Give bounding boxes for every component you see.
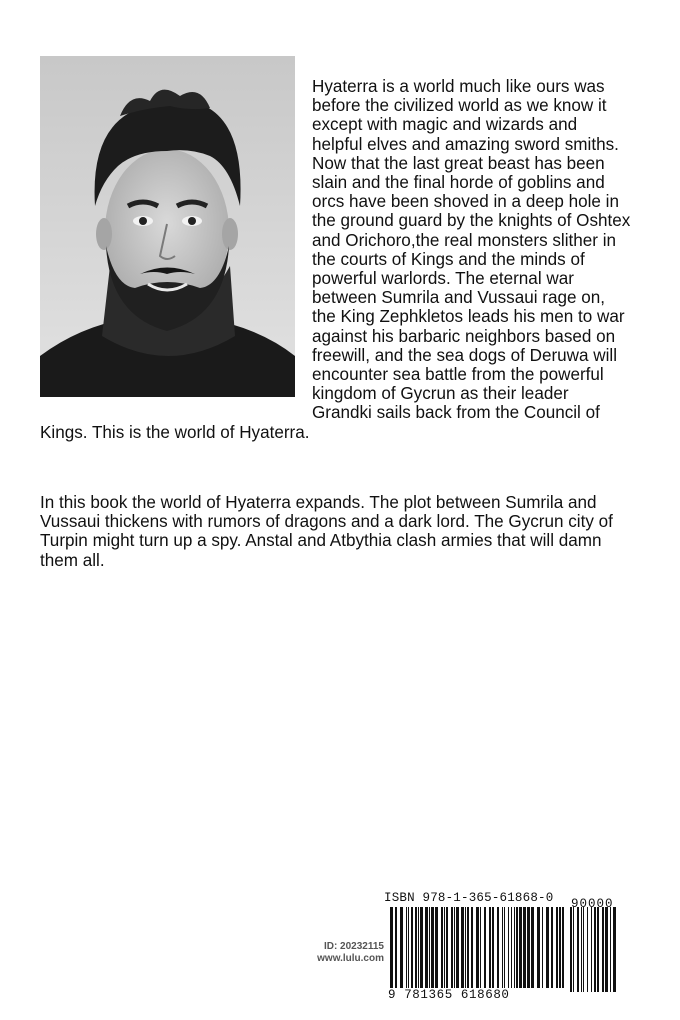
barcode-bar — [444, 907, 445, 992]
barcode-bar — [456, 907, 459, 992]
barcode-bar — [476, 907, 479, 992]
barcode-bar — [461, 907, 464, 992]
barcode-bar — [400, 907, 403, 992]
barcode-bar — [537, 907, 540, 992]
barcode-bar — [583, 907, 584, 992]
barcode-bar — [480, 907, 481, 992]
barcode-bar — [519, 907, 522, 992]
barcode-bar — [511, 907, 512, 992]
barcode-bar — [577, 907, 579, 992]
barcode-bar — [411, 907, 413, 992]
barcode-bar — [429, 907, 430, 992]
barcode-bar — [527, 907, 530, 992]
barcode-bar — [395, 907, 397, 992]
barcode-bar — [514, 907, 515, 992]
blurb-paragraph-1 — [40, 77, 632, 442]
barcode-bar — [425, 907, 428, 992]
barcode-bar — [435, 907, 438, 992]
barcode-bar — [431, 907, 434, 992]
barcode-bar — [597, 907, 599, 992]
barcode-bar — [446, 907, 448, 992]
barcode-bar — [556, 907, 558, 992]
barcode-bar — [542, 907, 543, 992]
barcode-bar — [390, 907, 393, 992]
barcode-bar — [587, 907, 588, 992]
barcode-bar — [562, 907, 564, 992]
barcode-bar — [502, 907, 503, 992]
ean-barcode — [388, 907, 568, 992]
barcode-bar — [591, 907, 592, 992]
barcode-bar — [454, 907, 455, 992]
blurb-paragraph-2: In this book the world of Hyaterra expands. The plot between Sumrila and Vussaui thickens with rumors of dragons and a dark lord. The Gycrun city of Turpin might turn up a spy. Anstal and Atbythia clash armies that will damn them all. — [40, 493, 613, 570]
barcode-bar — [408, 907, 409, 992]
barcode-bar — [489, 907, 491, 992]
barcode-bar — [613, 907, 616, 992]
barcode-bar — [420, 907, 423, 992]
barcode-bar — [581, 907, 582, 992]
barcode-bar — [415, 907, 417, 992]
barcode-bar — [605, 907, 608, 992]
barcode-bar — [467, 907, 469, 992]
ean-digits: 9 781365 618680 — [388, 988, 568, 1002]
barcode-bar — [451, 907, 453, 992]
barcode-bar — [484, 907, 486, 992]
barcode-bar — [418, 907, 419, 992]
barcode-bar — [504, 907, 505, 992]
blurb-paragraph-1-text: Hyaterra is a world much like ours was before the civilized world as we know it except with magic and wizards and helpful elves and amazing sword smiths. Now that the last great beast has been slain and the final horde of goblins and orcs have been shoved in a deep hole in the ground guard by the knights of Oshtex and Orichoro,the real monsters slither in the courts of Kings and the minds of powerful warlords. The eternal war between Sumrila and Vussaui rage on, the King Zephkletos leads his men to war against his barbaric neighbors based on freewill, and the sea dogs of Deruwa will encounter sea battle from the powerful kingdom of Gycrun as their leader Grandki sails back from the Council of Kings. This is the world of Hyaterra. — [40, 77, 631, 442]
barcode-bar — [523, 907, 526, 992]
barcode-bar — [531, 907, 534, 992]
barcode-bar — [465, 907, 466, 992]
barcode-bar — [492, 907, 494, 992]
isbn-label: ISBN 978-1-365-61868-0 — [384, 891, 554, 905]
photo-spacer — [40, 77, 312, 405]
barcode-bar — [610, 907, 611, 992]
barcode-bar — [602, 907, 604, 992]
barcode-bar — [441, 907, 443, 992]
barcode-bar — [471, 907, 473, 992]
price-addon-digits: 90000 — [571, 897, 614, 911]
barcode-bar — [570, 907, 572, 992]
barcode-bar — [594, 907, 596, 992]
price-addon-barcode — [568, 907, 620, 992]
barcode-bar — [546, 907, 549, 992]
barcode-bar — [508, 907, 509, 992]
publisher-id: ID: 20232115 — [323, 941, 384, 952]
barcode-bar — [406, 907, 407, 992]
barcode-bar — [573, 907, 574, 992]
barcode-bar — [497, 907, 499, 992]
barcode-bar — [516, 907, 518, 992]
publisher-url: www.lulu.com — [317, 953, 384, 964]
barcode-bar — [551, 907, 553, 992]
barcode-bar — [559, 907, 561, 992]
